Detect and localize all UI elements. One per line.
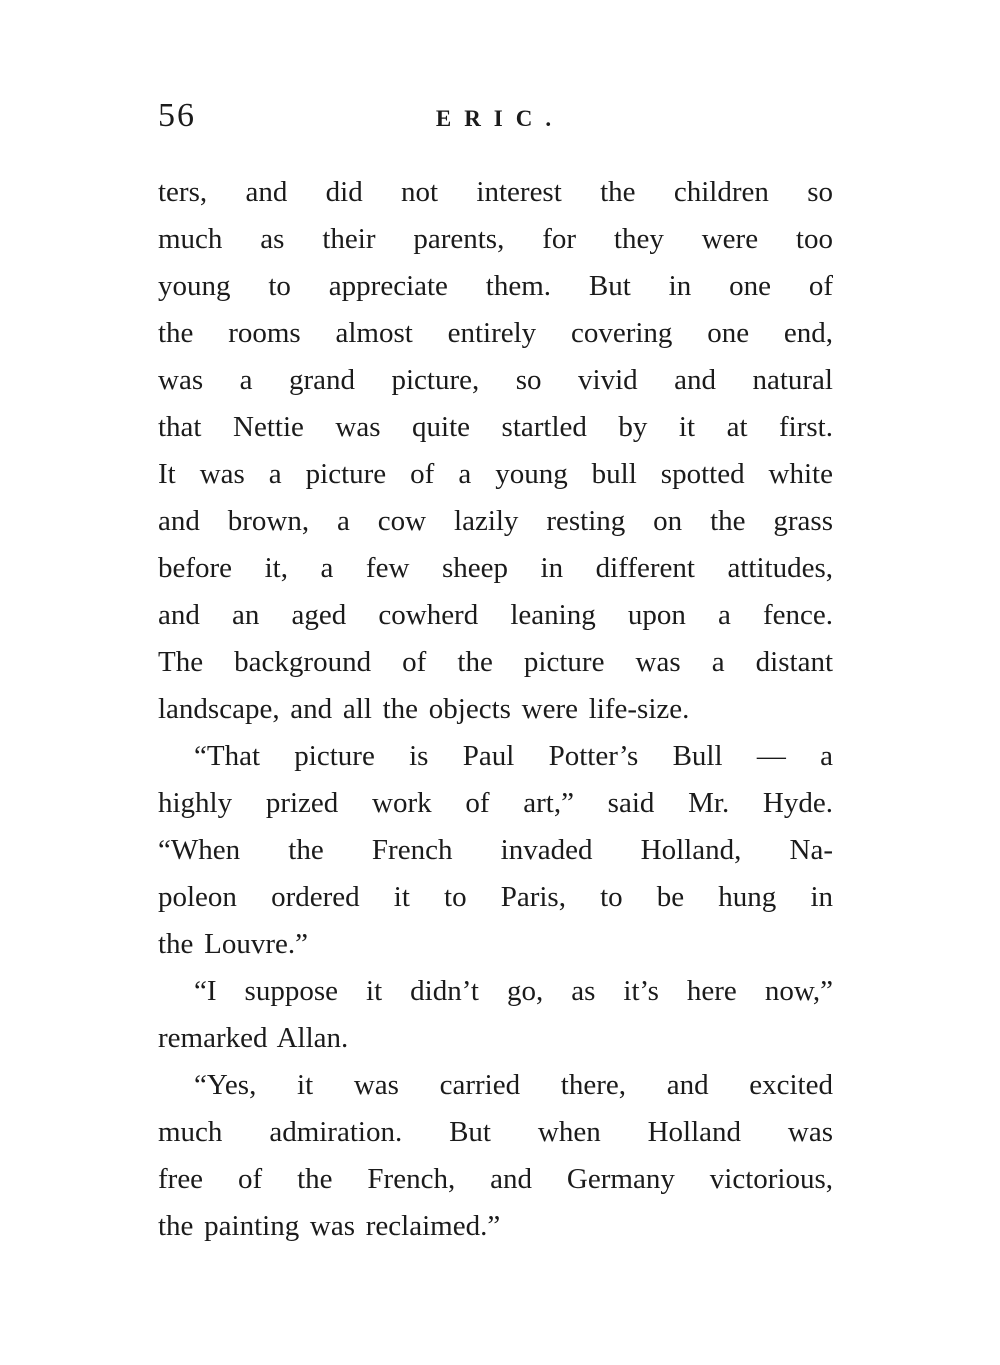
text-block <box>158 169 833 1250</box>
text-line: much admiration. But when Holland was <box>158 1116 833 1148</box>
text-line: The background of the picture was a distant <box>158 646 833 678</box>
text-line: ters, and did not interest the children so <box>158 176 833 208</box>
text-line: was a grand picture, so vivid and natural <box>158 364 833 396</box>
text-line: the Louvre.” <box>158 928 309 960</box>
text-line: and an aged cowherd leaning upon a fence. <box>158 599 833 631</box>
text-line: the rooms almost entirely covering one end, <box>158 317 833 349</box>
text-line: remarked Allan. <box>158 1022 349 1054</box>
text-line: landscape, and all the objects were life-size. <box>158 693 690 725</box>
text-line: young to appreciate them. But in one of <box>158 270 833 302</box>
text-line: “When the French invaded Holland, Na- <box>158 834 833 866</box>
text-line: “That picture is Paul Potter’s Bull — a <box>194 740 833 772</box>
text-line: much as their parents, for they were too <box>158 223 833 255</box>
text-line: before it, a few sheep in different attitudes, <box>158 552 833 584</box>
text-line: It was a picture of a young bull spotted white <box>158 458 833 490</box>
text-line: “Yes, it was carried there, and excited <box>194 1069 833 1101</box>
text-line: highly prized work of art,” said Mr. Hyde. <box>158 787 833 819</box>
text-line: “I suppose it didn’t go, as it’s here now,” <box>194 975 833 1007</box>
page-number: 56 <box>158 97 196 134</box>
page-header <box>0 0 1000 160</box>
text-line: and brown, a cow lazily resting on the grass <box>158 505 833 537</box>
text-line: poleon ordered it to Paris, to be hung in <box>158 881 833 913</box>
running-title: ERIC. <box>435 106 565 131</box>
text-line: that Nettie was quite startled by it at first. <box>158 411 833 443</box>
text-line: free of the French, and Germany victorious, <box>158 1163 833 1195</box>
text-line: the painting was reclaimed.” <box>158 1210 501 1242</box>
